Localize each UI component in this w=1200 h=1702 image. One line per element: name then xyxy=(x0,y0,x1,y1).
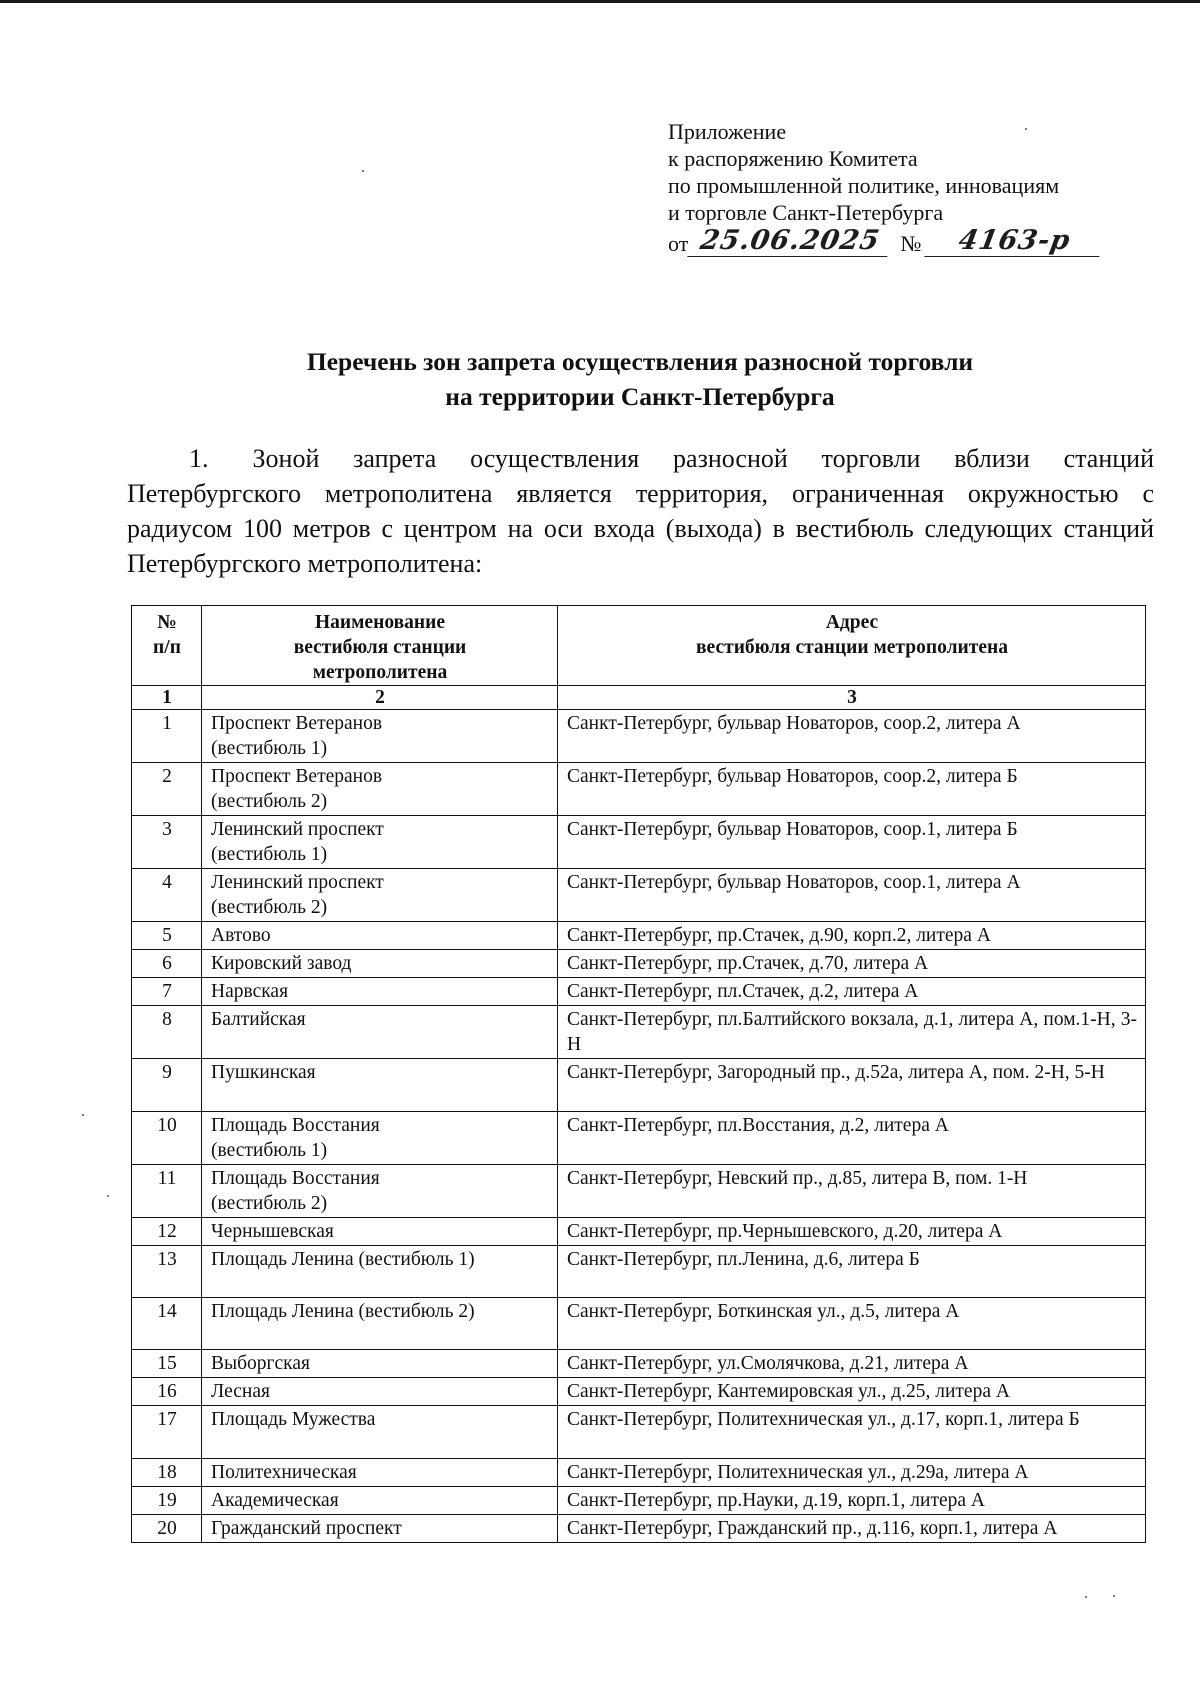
station-name-line-1: Площадь Восстания xyxy=(211,1115,380,1136)
station-address: Санкт-Петербург, ул.Смолячкова, д.21, литера А xyxy=(558,1350,1146,1378)
header-address-line-2: вестибюля станции метрополитена xyxy=(696,637,1008,658)
header-address xyxy=(558,606,1146,686)
station-address: Санкт-Петербург, Кантемировская ул., д.25, литера А xyxy=(558,1378,1146,1406)
station-address: Санкт-Петербург, пр.Чернышевского, д.20, литера А xyxy=(558,1218,1146,1246)
row-number: 20 xyxy=(132,1515,202,1543)
row-number: 14 xyxy=(132,1298,202,1350)
scan-speck xyxy=(82,1114,84,1116)
station-name-line-1: Проспект Ветеранов xyxy=(211,766,383,787)
station-name xyxy=(202,763,558,816)
station-address: Санкт-Петербург, пл.Ленина, д.6, литера Б xyxy=(558,1246,1146,1298)
scan-speck xyxy=(1025,128,1027,130)
table-row xyxy=(132,869,1146,922)
row-number: 19 xyxy=(132,1487,202,1515)
station-name: Чернышевская xyxy=(202,1218,558,1246)
station-address: Санкт-Петербург, Политехническая ул., д.29а, литера А xyxy=(558,1459,1146,1487)
table-row xyxy=(132,1459,1146,1487)
station-name-line-2: (вестибюль 1) xyxy=(211,1140,328,1161)
row-number: 1 xyxy=(132,710,202,763)
station-name: Кировский завод xyxy=(202,950,558,978)
station-name-line-2: (вестибюль 2) xyxy=(211,791,328,812)
column-number-1: 1 xyxy=(132,686,202,710)
row-number: 12 xyxy=(132,1218,202,1246)
station-name: Гражданский проспект xyxy=(202,1515,558,1543)
station-name: Балтийская xyxy=(202,1006,558,1059)
table-row xyxy=(132,1406,1146,1459)
station-address: Санкт-Петербург, Загородный пр., д.52а, литера А, пом. 2-Н, 5-Н xyxy=(558,1059,1146,1112)
station-address: Санкт-Петербург, пр.Стачек, д.70, литера А xyxy=(558,950,1146,978)
appendix-line-2: к распоряжению Комитета xyxy=(668,146,918,171)
station-name xyxy=(202,1112,558,1165)
table-row xyxy=(132,1059,1146,1112)
table-row xyxy=(132,922,1146,950)
paragraph-number: 1. xyxy=(189,444,209,473)
station-address: Санкт-Петербург, Политехническая ул., д.17, корп.1, литера Б xyxy=(558,1406,1146,1459)
station-name-line-1: Ленинский проспект xyxy=(211,872,384,893)
row-number: 3 xyxy=(132,816,202,869)
table-row xyxy=(132,763,1146,816)
station-address: Санкт-Петербург, пл.Стачек, д.2, литера А xyxy=(558,978,1146,1006)
document-title xyxy=(120,344,1160,414)
station-name: Площадь Ленина (вестибюль 1) xyxy=(202,1246,558,1298)
station-address: Санкт-Петербург, пл.Восстания, д.2, литера А xyxy=(558,1112,1146,1165)
station-name xyxy=(202,1165,558,1218)
station-name: Выборгская xyxy=(202,1350,558,1378)
row-number: 10 xyxy=(132,1112,202,1165)
row-number: 4 xyxy=(132,869,202,922)
table-row xyxy=(132,1006,1146,1059)
header-number xyxy=(132,606,202,686)
station-address: Санкт-Петербург, Невский пр., д.85, литера В, пом. 1-Н xyxy=(558,1165,1146,1218)
station-name-line-1: Площадь Восстания xyxy=(211,1168,380,1189)
table-row xyxy=(132,978,1146,1006)
station-name: Площадь Ленина (вестибюль 2) xyxy=(202,1298,558,1350)
row-number: 2 xyxy=(132,763,202,816)
table-row xyxy=(132,950,1146,978)
station-address: Санкт-Петербург, пл.Балтийского вокзала, д.1, литера А, пом.1-Н, 3-Н xyxy=(558,1006,1146,1059)
station-address: Санкт-Петербург, пр.Стачек, д.90, корп.2, литера А xyxy=(558,922,1146,950)
table-row xyxy=(132,1112,1146,1165)
row-number: 18 xyxy=(132,1459,202,1487)
column-number-3: 3 xyxy=(558,686,1146,710)
station-name xyxy=(202,710,558,763)
table-row xyxy=(132,1350,1146,1378)
scan-speck xyxy=(107,1195,109,1197)
station-address: Санкт-Петербург, бульвар Новаторов, соор.1, литера А xyxy=(558,869,1146,922)
station-address: Санкт-Петербург, Гражданский пр., д.116, корп.1, литера А xyxy=(558,1515,1146,1543)
appendix-line-4: и торговле Санкт-Петербурга xyxy=(668,200,944,225)
row-number: 13 xyxy=(132,1246,202,1298)
row-number: 16 xyxy=(132,1378,202,1406)
row-number: 7 xyxy=(132,978,202,1006)
header-name-line-2: вестибюля станции xyxy=(293,637,467,658)
date-prefix: от xyxy=(668,231,689,256)
station-name: Пушкинская xyxy=(202,1059,558,1112)
row-number: 5 xyxy=(132,922,202,950)
title-line-2: на территории Санкт-Петербурга xyxy=(445,382,835,411)
station-name: Площадь Мужества xyxy=(202,1406,558,1459)
station-name xyxy=(202,869,558,922)
station-name-line-2: (вестибюль 2) xyxy=(211,897,328,918)
stations-table xyxy=(131,605,1146,1543)
station-name: Автово xyxy=(202,922,558,950)
scan-speck xyxy=(1085,1596,1087,1598)
scan-top-border xyxy=(0,0,1200,3)
station-name-line-2: (вестибюль 2) xyxy=(211,1193,328,1214)
row-number: 15 xyxy=(132,1350,202,1378)
title-line-1: Перечень зон запрета осуществления разносной торговли xyxy=(306,347,974,376)
scan-speck xyxy=(362,170,364,172)
row-number: 8 xyxy=(132,1006,202,1059)
station-name-line-1: Проспект Ветеранов xyxy=(211,713,383,734)
header-number-line-1: № xyxy=(157,612,177,633)
station-name xyxy=(202,816,558,869)
station-name-line-1: Ленинский проспект xyxy=(211,819,384,840)
row-number: 6 xyxy=(132,950,202,978)
station-address: Санкт-Петербург, бульвар Новаторов, соор.2, литера Б xyxy=(558,763,1146,816)
table-row xyxy=(132,1298,1146,1350)
row-number: 9 xyxy=(132,1059,202,1112)
header-station-name xyxy=(202,606,558,686)
station-name-line-2: (вестибюль 1) xyxy=(211,738,328,759)
station-name: Лесная xyxy=(202,1378,558,1406)
table-row xyxy=(132,1165,1146,1218)
appendix-line-3: по промышленной политике, инновациям xyxy=(668,173,1060,198)
header-name-line-1: Наименование xyxy=(315,612,445,633)
station-name: Политехническая xyxy=(202,1459,558,1487)
row-number: 17 xyxy=(132,1406,202,1459)
table-row xyxy=(132,1487,1146,1515)
table-row xyxy=(132,1246,1146,1298)
table-row xyxy=(132,1378,1146,1406)
table-header-row xyxy=(132,606,1146,686)
header-address-line-1: Адрес xyxy=(825,612,879,633)
station-name: Нарвская xyxy=(202,978,558,1006)
header-name-line-3: метрополитена xyxy=(312,662,448,683)
handwritten-date: 25.06.2025 xyxy=(688,226,893,257)
table-row xyxy=(132,710,1146,763)
station-address: Санкт-Петербург, бульвар Новаторов, соор.2, литера А xyxy=(558,710,1146,763)
column-number-2: 2 xyxy=(202,686,558,710)
table-row xyxy=(132,816,1146,869)
column-number-row xyxy=(132,686,1146,710)
table-row xyxy=(132,1515,1146,1543)
paragraph-text: Зоной запрета осуществления разносной торговли вблизи станций Петербургского метрополитена является территория, ограниченная окружностью с радиусом 100 метров с центром на оси входа (выхода) в вестибюль следующих станций Петербургского метрополитена: xyxy=(127,444,1154,578)
appendix-block xyxy=(668,118,1102,257)
handwritten-number: 4163-р xyxy=(925,226,1105,257)
station-address: Санкт-Петербург, Боткинская ул., д.5, литера А xyxy=(558,1298,1146,1350)
row-number: 11 xyxy=(132,1165,202,1218)
paragraph-1 xyxy=(127,441,1154,581)
station-address: Санкт-Петербург, бульвар Новаторов, соор.1, литера Б xyxy=(558,816,1146,869)
number-label: № xyxy=(900,231,922,256)
station-address: Санкт-Петербург, пр.Науки, д.19, корп.1, литера А xyxy=(558,1487,1146,1515)
appendix-title: Приложение xyxy=(668,119,787,144)
order-date-number-line xyxy=(668,226,1102,257)
table-row xyxy=(132,1218,1146,1246)
station-name: Академическая xyxy=(202,1487,558,1515)
station-name-line-2: (вестибюль 1) xyxy=(211,844,328,865)
header-number-line-2: п/п xyxy=(153,637,181,658)
scan-speck xyxy=(1113,1595,1115,1597)
